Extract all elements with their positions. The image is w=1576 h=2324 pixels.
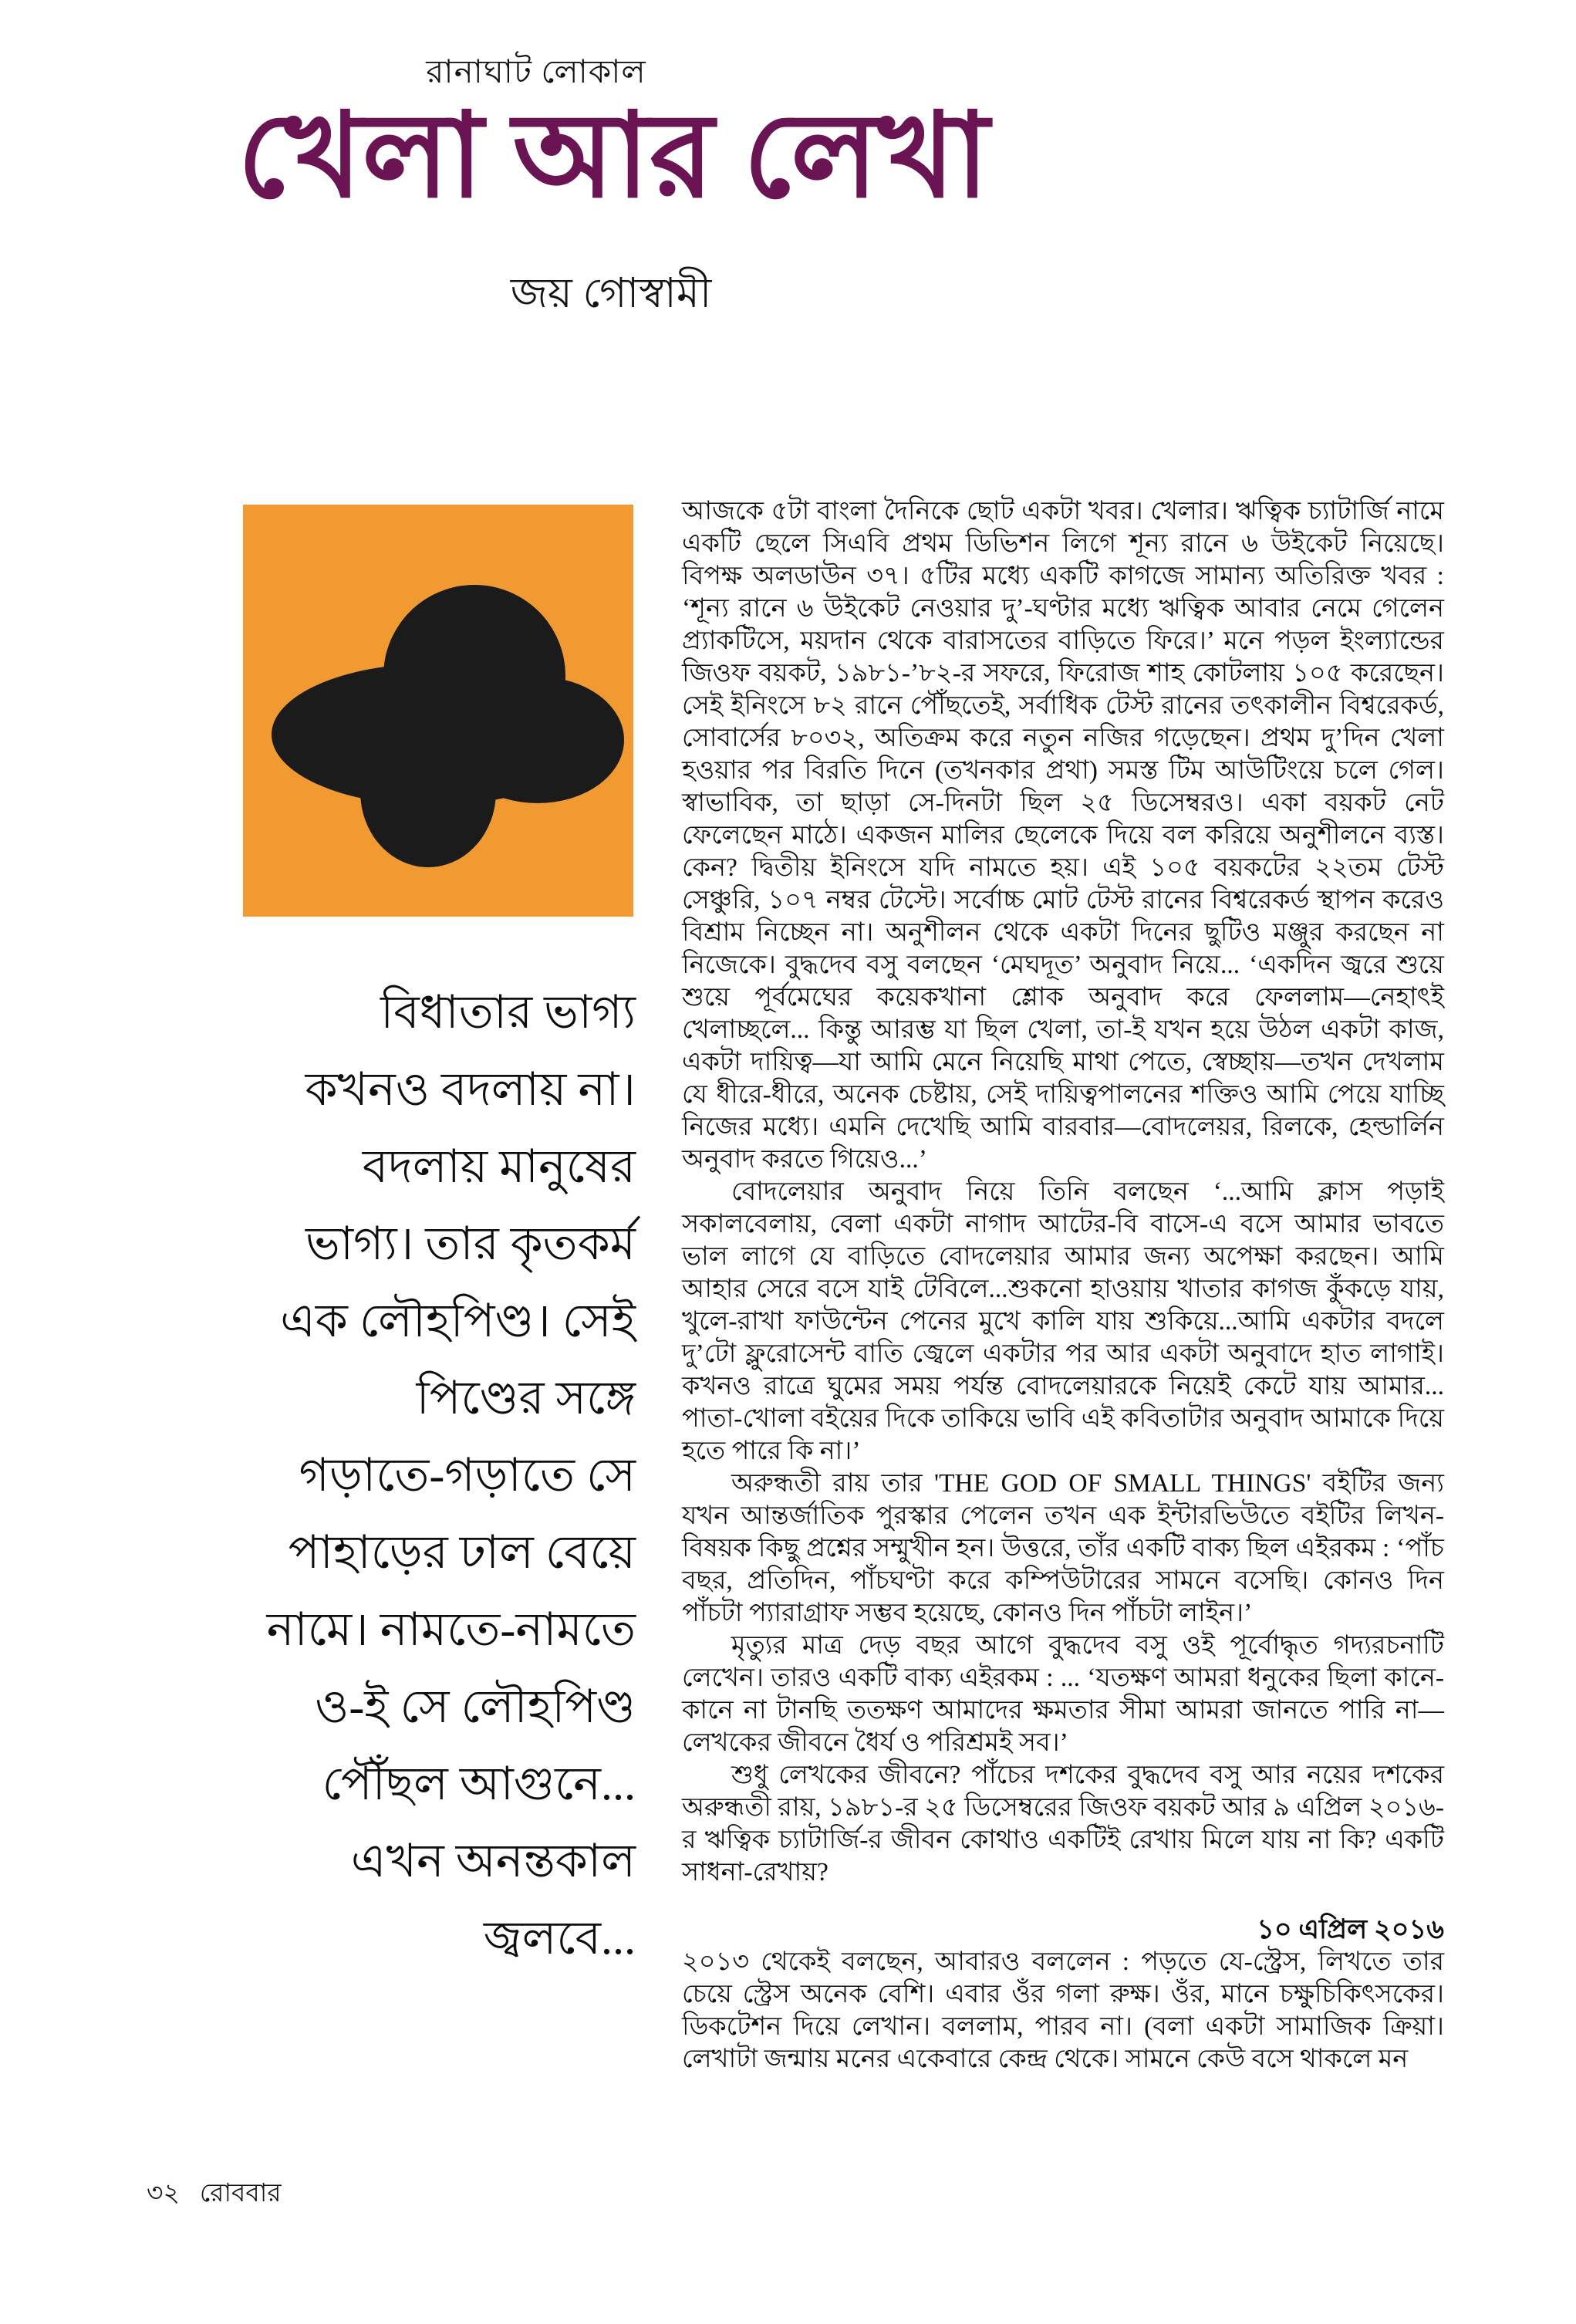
article-paragraph: অরুন্ধতী রায় তার 'THE GOD OF SMALL THINGS' বইটির জন্য যখন আন্তর্জাতিক পুরস্কার পেলেন তখন এক ইন্টারভিউতে বইটির লিখন-বিষয়ক কিছু প্রশ্নের সম্মুখীন হন। উত্তরে, তাঁর একটি বাক্য ছিল এইরকম : ‘পাঁচ বছর, প্রতিদিন, পাঁচঘণ্টা করে কম্পিউটারের সামনে বসেছি। কোনও দিন পাঁচটা প্যারাগ্রাফ সম্ভব হয়েছে, কোনও দিন পাঁচটা লাইন।’ — [682, 1469, 1444, 1627]
pull-quote-line: এক লৌহপিণ্ড। সেই — [280, 1295, 636, 1346]
article-paragraph: বোদলেয়ার অনুবাদ নিয়ে তিনি বলছেন ‘...আমি ক্লাস পড়াই সকালবেলায়, বেলা একটা নাগাদ আটের-বি বাসে-এ বসে আমার ভাবতে ভাল লাগে যে বাড়িতে বোদলেয়ার আমার জন্য অপেক্ষা করছেন। আমি আহার সেরে বসে যাই টেবিলে...শুকনো হাওয়ায় খাতার কাগজ কুঁকড়ে যায়, খুলে-রাখা ফাউন্টেন পেনের মুখে কালি যায় শুকিয়ে...আমি একটার বদলে দু’টো ফ্লুরোসেন্ট বাতি জ্বেলে একটার পর আর একটা অনুবাদে হাত লাগাই। কখনও রাত্রে ঘুমের সময় পর্যন্ত বোদলেয়ারকে নিয়েই কেটে যায় আমার... পাতা-খোলা বইয়ের দিকে তাকিয়ে ভাবি এই কবিতাটার অনুবাদ আমাকে দিয়ে হতে পারে কি না।’ — [682, 1177, 1444, 1465]
article-paragraph: আজকে ৫টা বাংলা দৈনিকে ছোট একটা খবর। খেলার। ঋত্বিক চ্যাটার্জি নামে একটি ছেলে সিএবি প্রথম ডিভিশন লিগে শূন্য রানে ৬ উইকেট নিয়েছে। বিপক্ষ অলডাউন ৩৭। ৫টির মধ্যে একটি কাগজে সামান্য অতিরিক্ত খবর : ‘শূন্য রানে ৬ উইকেট নেওয়ার দু’-ঘণ্টার মধ্যে ঋত্বিক আবার নেমে গেলেন প্র্যাকটিসে, ময়দান থেকে বারাসতের বাড়িতে ফিরে।’ মনে পড়ল ইংল্যান্ডের জিওফ বয়কট, ১৯৮১-’৮২-র সফরে, ফিরোজ শাহ কোটলায় ১০৫ করেছেন। সেই ইনিংসে ৮২ রানে পৌঁছতেই, সর্বাধিক টেস্ট রানের তৎকালীন বিশ্বরেকর্ড, সোবার্সের ৮০৩২, অতিক্রম করে নতুন নজির গড়েছেন। প্রথম দু’দিন খেলা হওয়ার পর বিরতি দিনে (তখনকার প্রথা) সমস্ত টিম আউটিংয়ে চলে গেল। স্বাভাবিক, তা ছাড়া সে-দিনটা ছিল ২৫ ডিসেম্বরও। একা বয়কট নেট ফেলেছেন মাঠে। একজন মালির ছেলেকে দিয়ে বল করিয়ে অনুশীলনে ব্যস্ত। কেন? দ্বিতীয় ইনিংসে যদি নামতে হয়। এই ১০৫ বয়কটের ২২তম টেস্ট সেঞ্চুরি, ১০৭ নম্বর টেস্টে। সর্বোচ্চ মোট টেস্ট রানের বিশ্বরেকর্ড স্থাপন করেও বিশ্রাম নিচ্ছেন না। অনুশীলন থেকে একটা দিনের ছুটিও মঞ্জুর করছেন না নিজেকে। বুদ্ধদেব বসু বলছেন ‘মেঘদূত’ অনুবাদ নিয়ে... ‘একদিন জ্বরে শুয়ে শুয়ে পূর্বমেঘের কয়েকখানা শ্লোক অনুবাদ করে ফেললাম—নেহাৎই খেলাচ্ছলে... কিন্তু আরম্ভ যা ছিল খেলা, তা-ই যখন হয়ে উঠল একটা কাজ, একটা দায়িত্ব—যা আমি মেনে নিয়েছি মাথা পেতে, স্বেচ্ছায়—তখন দেখলাম যে ধীরে-ধীরে, অনেক চেষ্টায়, সেই দায়িত্বপালনের শক্তিও আমি পেয়ে যাচ্ছি নিজের মধ্যে। এমনি দেখেছি আমি বারবার—বোদলেয়র, রিলকে, হেল্ডার্লিন অনুবাদ করতে গিয়েও...’ — [682, 497, 1444, 1174]
pull-quote-line: জ্বলবে... — [484, 1913, 636, 1964]
magazine-name: রোববার — [199, 2180, 282, 2207]
pull-quote-line: বদলায় মানুষের — [362, 1141, 636, 1192]
page-title: খেলা আর লেখা — [237, 92, 990, 221]
pull-quote — [99, 974, 636, 1977]
article-body — [682, 495, 1444, 2076]
closing-paragraph: ২০১৩ থেকেই বলছেন, আবারও বললেন : পড়তে যে-স্ট্রেস, লিখতে তার চেয়ে স্ট্রেস অনেক বেশি। এবার ওঁর গলা রুক্ষ। ওঁর, মানে চক্ষুচিকিৎসকের। ডিকটেশন দিয়ে লেখান। বললাম, পারব না। (বলা একটা সামাজিক ক্রিয়া। লেখাটা জন্মায় মনের একেবারে কেন্দ্র থেকে। সামনে কেউ বসে থাকলে মন — [682, 1947, 1444, 2073]
pull-quote-line: পাহাড়ের ঢাল বেয়ে — [288, 1527, 636, 1578]
article-dateline: ১০ এপ্রিল ২০১৬ — [1257, 1914, 1444, 1944]
pull-quote-line: নামে। নামতে-নামতে — [266, 1604, 636, 1655]
page-number: ৩২ — [147, 2180, 180, 2207]
pull-quote-line: গড়াতে-গড়াতে সে — [299, 1450, 636, 1501]
article-illustration — [243, 505, 633, 917]
pull-quote-line: কখনও বদলায় না। — [305, 1064, 636, 1115]
article-paragraph: মৃত্যুর মাত্র দেড় বছর আগে বুদ্ধদেব বসু ওই পূর্বোদ্ধৃত গদ্যরচনাটি লেখেন। তারও একটি বাক্য এইরকম : ... ‘যতক্ষণ আমরা ধনুকের ছিলা কানে-কানে না টানছি ততক্ষণ আমাদের ক্ষমতার সীমা আমরা জানতে পারি না—লেখকের জীবনে ধৈর্য ও পরিশ্রমই সব।’ — [682, 1631, 1444, 1757]
author-byline: জয় গোস্বামী — [510, 270, 712, 316]
pull-quote-line: ও-ই সে লৌহপিণ্ড — [315, 1681, 636, 1732]
pull-quote-line: বিধাতার ভাগ্য — [380, 987, 636, 1038]
abstract-blob-icon — [243, 505, 633, 917]
pull-quote-line: এখন অনন্তকাল — [350, 1836, 636, 1887]
pull-quote-line: ভাগ্য। তার কৃতকর্ম — [305, 1218, 636, 1269]
page-footer — [147, 2173, 282, 2216]
section-kicker: রানাঘাট লোকাল — [426, 55, 646, 90]
pull-quote-line: পিণ্ডের সঙ্গে — [416, 1373, 636, 1424]
article-paragraph: শুধু লেখকের জীবনে? পাঁচের দশকের বুদ্ধদেব বসু আর নয়ের দশকের অরুন্ধতী রায়, ১৯৮১-র ২৫ ডিসেম্বরের জিওফ বয়কট আর ৯ এপ্রিল ২০১৬-র ঋত্বিক চ্যাটার্জি-র জীবন কোথাও একটিই রেখায় মিলে যায় না কি? একটি সাধনা-রেখায়? — [682, 1761, 1444, 1887]
pull-quote-line: পৌঁছল আগুনে... — [322, 1758, 636, 1809]
